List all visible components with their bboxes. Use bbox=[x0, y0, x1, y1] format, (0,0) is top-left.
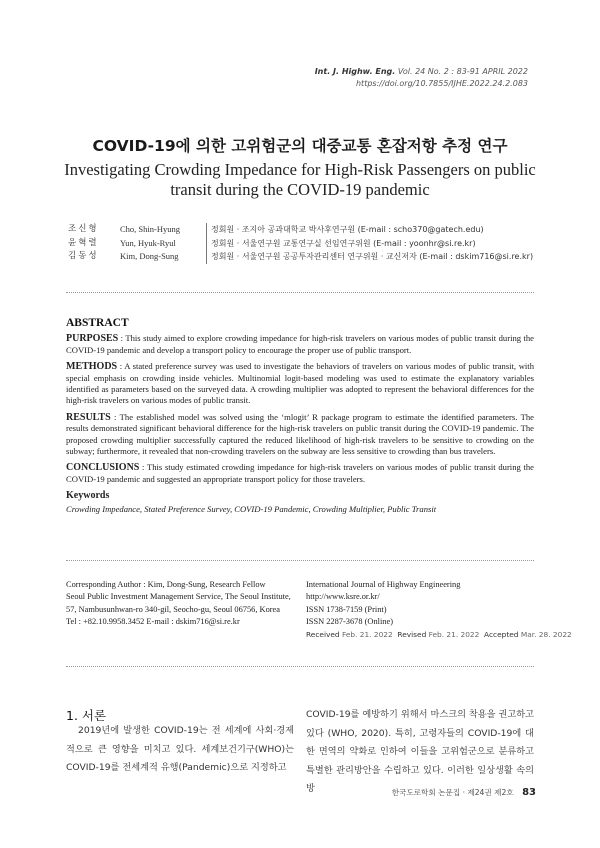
author-affiliation: 정회원 · 조지아 공과대학교 박사후연구원 (E-mail : scho370@gatech.edu) bbox=[206, 223, 484, 237]
body-column-right: COVID-19를 예방하기 위해서 마스크의 착용을 권고하고 있다 (WHO, 2020). 특히, 고령자들의 COVID-19에 대한 면역의 약화로 인하여 이들을 고위험군으로 분류하고 특별한 관리방안을 수립하고 있다. 이러한 일상생활 속의 방 bbox=[306, 709, 534, 794]
corr-line: 57, Nambusunhwan-ro 340-gil, Seocho-gu, Seoul 06756, Korea bbox=[66, 604, 280, 614]
abstract-conclusions bbox=[66, 462, 534, 485]
keywords-heading: Keywords bbox=[66, 490, 110, 502]
body-column-left: 2019년에 발생한 COVID-19는 전 세계에 사회·경제적으로 큰 영향을 미치고 있다. 세계보건기구(WHO)는 COVID-19를 전세계적 유행(Pandemic)으로 지정하고 bbox=[66, 725, 294, 773]
author-name-english: Cho, Shin-Hyung bbox=[120, 224, 180, 234]
revised-date: Feb. 21. 2022 bbox=[428, 629, 480, 639]
abstract-purposes bbox=[66, 333, 534, 356]
results-text: : The established model was solved using the ‘mlogit’ R package program to estimate the identified parameters. The results demonstrated significant behavioral difference for the high-risk travelers on public transit during the COVID-19 pandemic. The proposed crowding multiplier successfully captured the reduced likelihood of high-risk travelers to be sensitive to crowding on the subway; furthermore, it revealed that non-crowding travelers on the subway are less sensitive to crowding than bus travelers. bbox=[66, 411, 534, 457]
section-divider bbox=[66, 560, 534, 561]
purposes-label: PURPOSES bbox=[66, 333, 119, 345]
results-label: RESULTS bbox=[66, 411, 111, 423]
volume-info: Vol. 24 No. 2 : 83-91 APRIL 2022 bbox=[397, 67, 528, 76]
abstract-results bbox=[66, 412, 534, 458]
author-row bbox=[68, 237, 533, 251]
methods-text: : A stated preference survey was used to investigate the behaviors of travelers on various modes of public transit, with special emphasis on crowding inside vehicles. Multinomial logit-based modeling was used to estimate the explanatory variables identified as parameters based on the surveyed data. A crowding multiplier was adopted to represent the behavioral differences for the high-risk travelers on various modes of public transit. bbox=[66, 361, 534, 406]
journal-name: International Journal of Highway Engineering bbox=[306, 580, 461, 589]
author-row bbox=[68, 223, 533, 237]
korean-title: COVID-19에 의한 고위험군의 대중교통 혼잡저항 추정 연구 bbox=[92, 137, 508, 155]
corr-line: Corresponding Author : Kim, Dong-Sung, Research Fellow bbox=[66, 580, 266, 589]
received-date: Feb. 21. 2022 bbox=[342, 629, 393, 639]
keywords-list: Crowding Impedance, Stated Preference Survey, COVID-19 Pandemic, Crowding Multiplier, Public Transit bbox=[66, 503, 437, 514]
journal-reference bbox=[315, 66, 528, 90]
page-footer bbox=[392, 787, 536, 798]
revised-label: Revised bbox=[397, 629, 427, 639]
purposes-text: : This study aimed to explore crowding impedance for high-risk travelers on various modes of public transit during the COVID-19 pandemic and develop a transport policy to encourage the proper use of public transport. bbox=[66, 333, 534, 355]
accepted-date: Mar. 28. 2022 bbox=[520, 629, 572, 639]
received-label: Received bbox=[306, 629, 340, 639]
accepted-label: Accepted bbox=[484, 629, 519, 639]
section-divider bbox=[66, 292, 534, 293]
conclusions-label: CONCLUSIONS bbox=[66, 462, 140, 474]
author-name-korean: 조신형 bbox=[68, 224, 99, 234]
journal-info-block bbox=[306, 579, 572, 641]
author-list bbox=[68, 223, 533, 264]
methods-label: METHODS bbox=[66, 361, 118, 373]
corresponding-author-block bbox=[66, 579, 298, 629]
issn-print: ISSN 1738-7159 (Print) bbox=[306, 604, 387, 614]
author-affiliation: 정회원 · 서울연구원 공공투자관리센터 연구위원 · 교신저자 (E-mail : dskim716@si.re.kr) bbox=[206, 250, 533, 264]
page-number: 83 bbox=[522, 787, 536, 798]
journal-abbreviation: Int. J. Highw. Eng. bbox=[314, 67, 396, 76]
author-name-korean: 윤혁렬 bbox=[68, 237, 99, 248]
doi-link[interactable]: https://doi.org/10.7855/IJHE.2022.24.2.083 bbox=[355, 79, 528, 88]
conclusions-text: : This study estimated crowding impedance for high-risk travelers on various modes of public transit during the COVID-19 pandemic and suggested an appropriate transport policy for those travelers. bbox=[66, 462, 534, 484]
issn-online: ISSN 2287-3678 (Online) bbox=[306, 617, 394, 627]
author-name-english: Yun, Hyuk-Ryul bbox=[120, 237, 176, 248]
author-row bbox=[68, 250, 533, 264]
author-name-korean: 김동성 bbox=[68, 251, 99, 261]
english-title: Investigating Crowding Impedance for High-Risk Passengers on public transit during the COVID-19 pandemic bbox=[64, 160, 536, 199]
author-name-english: Kim, Dong-Sung bbox=[120, 251, 179, 261]
section-divider bbox=[66, 666, 534, 667]
abstract bbox=[66, 318, 534, 520]
abstract-heading: ABSTRACT bbox=[66, 317, 129, 329]
author-affiliation: 정회원 · 서울연구원 교통연구실 선임연구위원 (E-mail : yoonhr@si.re.kr) bbox=[206, 237, 476, 251]
article-dates bbox=[306, 629, 572, 641]
journal-url[interactable]: http://www.ksre.or.kr/ bbox=[306, 592, 380, 602]
abstract-methods bbox=[66, 361, 534, 407]
corr-contact: Tel : +82.10.9958.3452 E-mail : dskim716@si.re.kr bbox=[66, 617, 240, 627]
footer-journal-issue: 한국도로학회 논문집 · 제24권 제2호 bbox=[391, 788, 514, 797]
section-title: 1. 서론 bbox=[66, 708, 107, 723]
corr-line: Seoul Public Investment Management Service, The Seoul Institute, bbox=[66, 592, 291, 602]
